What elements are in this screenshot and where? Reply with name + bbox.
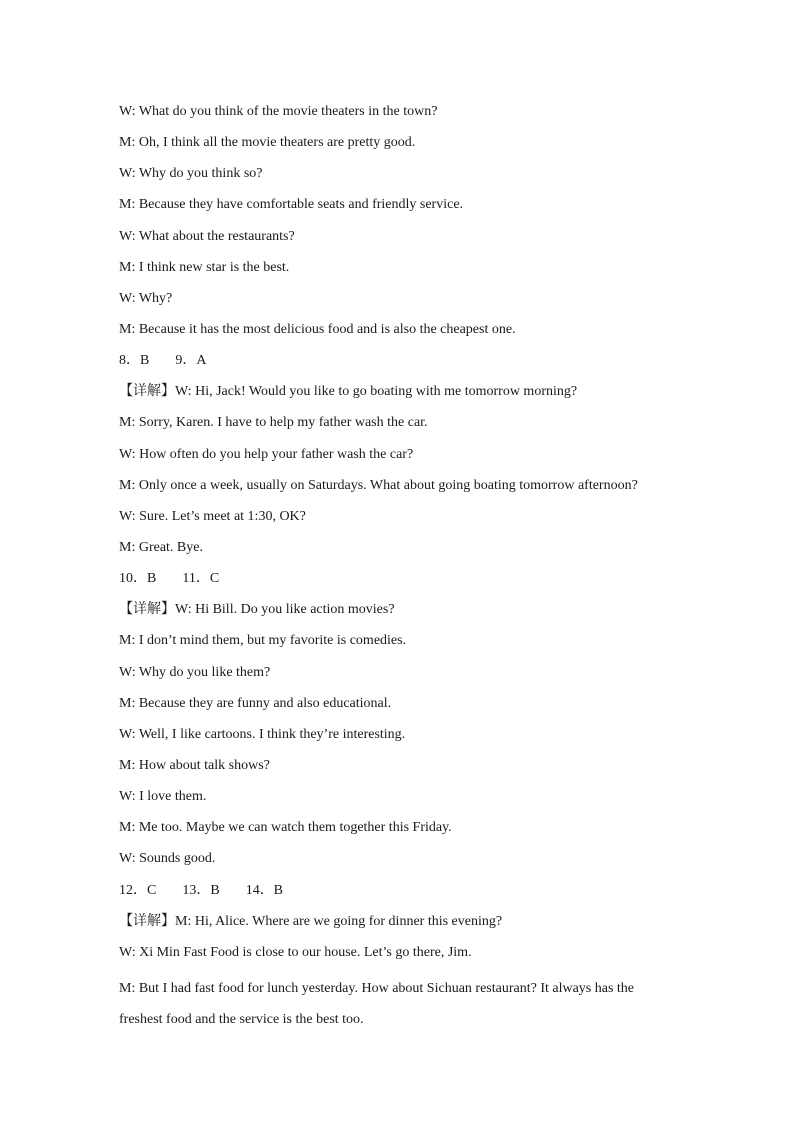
answer-item: 11．C <box>182 571 220 587</box>
dialogue-line: M: I don’t mind them, but my favorite is comedies. <box>119 633 407 649</box>
dialogue-line: W: Sounds good. <box>119 851 216 867</box>
dialogue-line: M: Only once a week, usually on Saturdays. What about going boating tomorrow afternoon? <box>119 477 638 493</box>
dialogue-line: W: What about the restaurants? <box>119 228 295 244</box>
answer-item: 14．B <box>245 882 284 898</box>
dialogue-line: M: Sorry, Karen. I have to help my father wash the car. <box>119 415 428 431</box>
dialogue-line: 【详解】M: Hi, Alice. Where are we going for dinner this evening? <box>119 913 503 929</box>
answer-item: 13．B <box>182 882 220 898</box>
answer-item: 12．C <box>119 882 157 898</box>
dialogue-line: M: I think new star is the best. <box>119 259 290 275</box>
dialogue-line: W: Sure. Let’s meet at 1:30, OK? <box>119 508 306 524</box>
dialogue-line: W: Xi Min Fast Food is close to our house. Let’s go there, Jim. <box>119 944 472 960</box>
dialogue-line: M: Me too. Maybe we can watch them together this Friday. <box>119 820 452 836</box>
dialogue-line: M: Great. Bye. <box>119 539 203 555</box>
answer-item: 10．B <box>119 571 157 587</box>
dialogue-transcript <box>119 101 679 1035</box>
answer-item: 8．B <box>119 353 150 369</box>
dialogue-line: W: Why do you like them? <box>119 664 271 680</box>
answer-item: 9．A <box>175 353 207 369</box>
dialogue-line: W: Well, I like cartoons. I think they’re interesting. <box>119 726 406 742</box>
dialogue-line: M: Because they are funny and also educational. <box>119 695 392 711</box>
dialogue-line: M: Because they have comfortable seats and friendly service. <box>119 197 464 213</box>
dialogue-line: M: Because it has the most delicious food and is also the cheapest one. <box>119 321 516 337</box>
dialogue-line: 【详解】W: Hi Bill. Do you like action movies? <box>119 602 395 618</box>
dialogue-line: M: But I had fast food for lunch yesterday. How about Sichuan restaurant? It always has the freshest food and the service is the best too. <box>119 980 635 1028</box>
dialogue-line: M: How about talk shows? <box>119 757 270 773</box>
dialogue-line: W: I love them. <box>119 789 207 805</box>
answer-key-line <box>119 880 679 911</box>
answer-key-line <box>119 350 679 381</box>
dialogue-line: W: What do you think of the movie theaters in the town? <box>119 104 438 119</box>
dialogue-line: W: Why? <box>119 290 173 306</box>
dialogue-line: W: How often do you help your father wash the car? <box>119 446 414 462</box>
dialogue-line: 【详解】W: Hi, Jack! Would you like to go boating with me tomorrow morning? <box>119 384 578 400</box>
answer-key-line <box>119 568 679 599</box>
dialogue-line: M: Oh, I think all the movie theaters are pretty good. <box>119 135 416 151</box>
dialogue-line: W: Why do you think so? <box>119 166 263 182</box>
